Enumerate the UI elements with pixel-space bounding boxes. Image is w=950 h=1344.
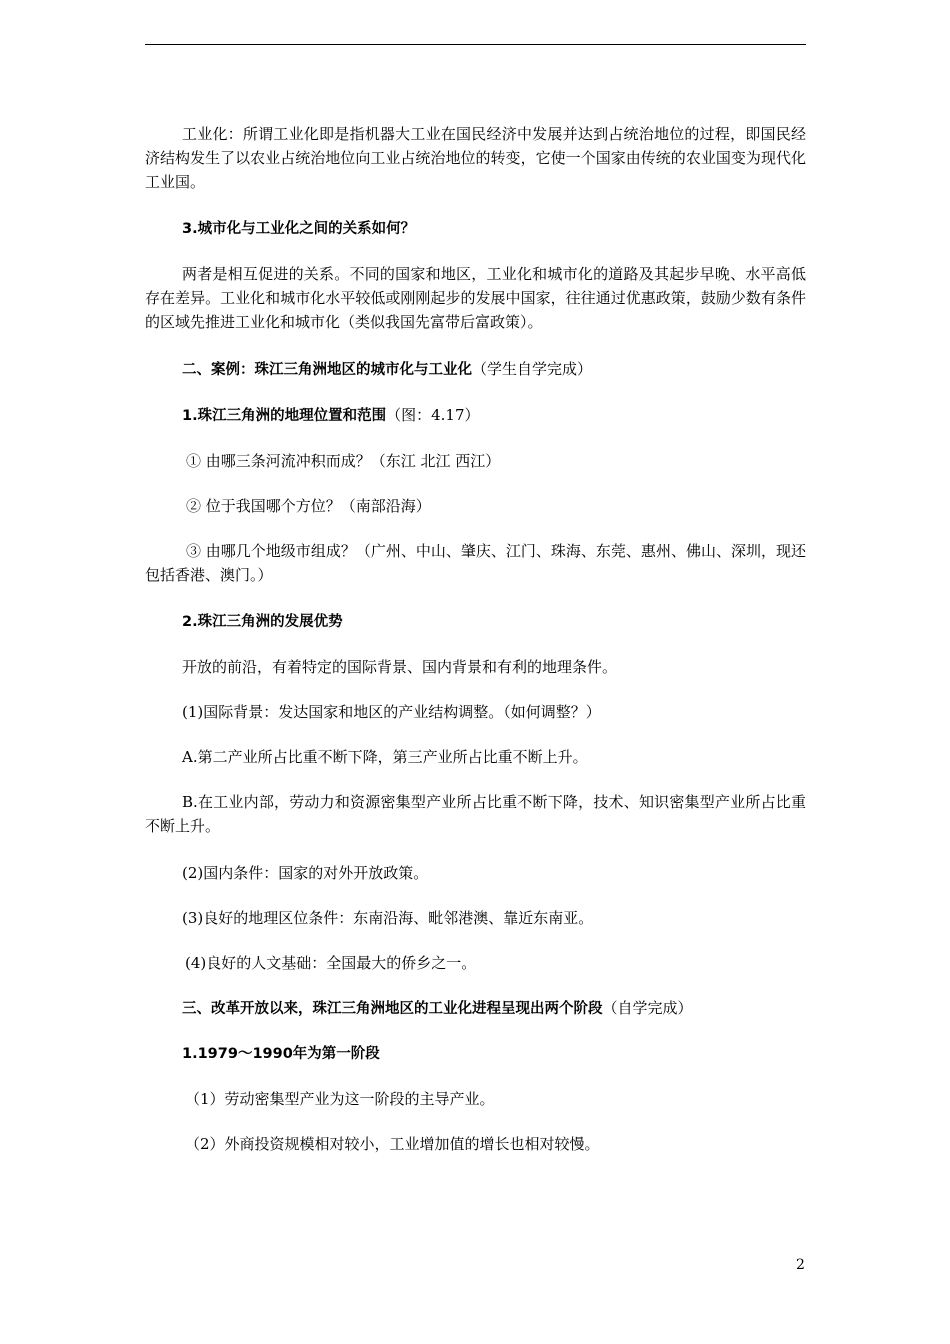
paragraph-relationship-answer: 两者是相互促进的关系。不同的国家和地区，工业化和城市化的道路及其起步早晚、水平高低存在差异。工业化和城市化水平较低或刚刚起步的发展中国家，往往通过优惠政策，鼓励少数有条件的区域先推进工业化和城市化（类似我国先富带后富政策）。 [145, 265, 806, 331]
paragraph-location-conditions: (3)良好的地理区位条件：东南沿海、毗邻港澳、靠近东南亚。 [182, 909, 594, 927]
document-body [145, 122, 806, 1177]
paragraph-cultural-foundation: (4)良好的人文基础：全国最大的侨乡之一。 [185, 954, 477, 972]
page-number: 2 [796, 1257, 805, 1273]
paragraph-domestic-conditions: (2)国内条件：国家的对外开放政策。 [182, 864, 429, 882]
heading-reform-stages-note: （自学完成） [602, 999, 693, 1017]
heading-case-study-note: （学生自学完成） [472, 360, 593, 378]
heading-development-advantages: 2.珠江三角洲的发展优势 [182, 614, 343, 630]
heading-reform-stages-bold: 三、改革开放以来，珠江三角洲地区的工业化进程呈现出两个阶段 [182, 1001, 603, 1017]
paragraph-stage-one-industry: （1）劳动密集型产业为这一阶段的主导产业。 [185, 1090, 495, 1108]
question-cities: ③ 由哪几个地级市组成？（广州、中山、肇庆、江门、珠海、东莞、惠州、佛山、深圳，现还包括香港、澳门。） [145, 542, 806, 584]
heading-case-study-bold: 二、案例：珠江三角洲地区的城市化与工业化 [182, 362, 472, 378]
paragraph-open-frontier: 开放的前沿，有着特定的国际背景、国内背景和有利的地理条件。 [182, 658, 618, 676]
header-rule [145, 44, 806, 45]
heading-location-range-note: （图：4.17） [386, 406, 480, 424]
paragraph-point-b: B.在工业内部，劳动力和资源密集型产业所占比重不断下降，技术、知识密集型产业所占比重不断上升。 [145, 793, 806, 835]
heading-stage-one: 1.1979～1990年为第一阶段 [182, 1046, 380, 1062]
paragraph-industrialization-definition: 工业化：所谓工业化即是指机器大工业在国民经济中发展并达到占统治地位的过程，即国民经济结构发生了以农业占统治地位向工业占统治地位的转变，它使一个国家由传统的农业国变为现代化工业国。 [145, 125, 806, 191]
question-rivers: ① 由哪三条河流冲积而成？（东江 北江 西江） [186, 452, 501, 470]
paragraph-international-background: (1)国际背景：发达国家和地区的产业结构调整。（如何调整？） [182, 703, 601, 721]
heading-case-study [145, 357, 806, 382]
heading-location-range-bold: 1.珠江三角洲的地理位置和范围 [182, 408, 387, 424]
paragraph-stage-one-investment: （2）外商投资规模相对较小，工业增加值的增长也相对较慢。 [185, 1135, 600, 1153]
paragraph-point-a: A.第二产业所占比重不断下降，第三产业所占比重不断上升。 [182, 748, 588, 766]
question-direction: ② 位于我国哪个方位？（南部沿海） [186, 497, 431, 515]
heading-reform-stages [145, 996, 806, 1021]
heading-relationship-question: 3.城市化与工业化之间的关系如何？ [182, 221, 416, 237]
heading-location-range [145, 403, 806, 428]
